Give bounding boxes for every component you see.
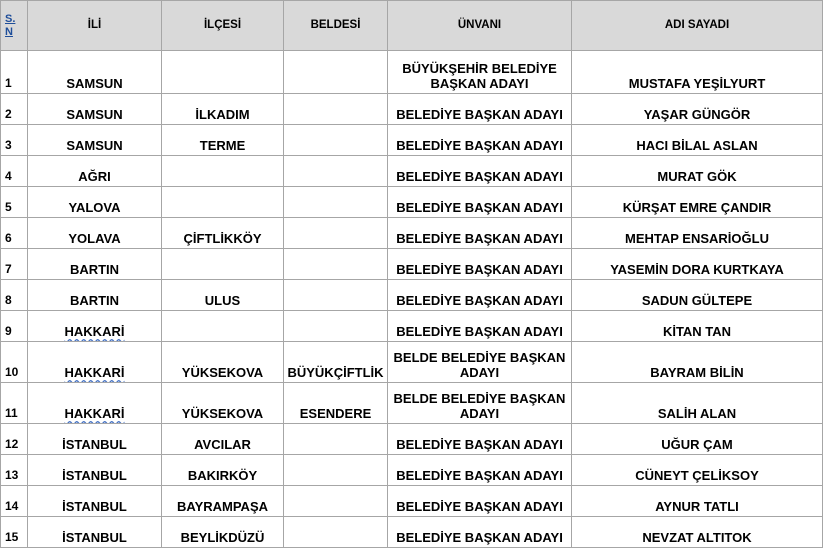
cell-beldesi [284,455,388,486]
cell-ili: YOLAVA [28,218,162,249]
cell-ili: AĞRI [28,156,162,187]
cell-sn: 8 [1,280,28,311]
table-row [1,342,823,383]
cell-adi-soyadi: SADUN GÜLTEPE [572,280,823,311]
cell-adi-soyadi: HACI BİLAL ASLAN [572,125,823,156]
table-header-row [1,1,823,51]
sn-header-line1: S. [5,12,16,25]
cell-ili: SAMSUN [28,125,162,156]
cell-sn: 14 [1,486,28,517]
cell-beldesi [284,156,388,187]
table-row [1,383,823,424]
cell-unvani: BELEDİYE BAŞKAN ADAYI [388,249,572,280]
cell-ili [28,342,162,383]
cell-adi-soyadi: MEHTAP ENSARİOĞLU [572,218,823,249]
cell-ilcesi [162,187,284,218]
cell-beldesi: ESENDERE [284,383,388,424]
table-row [1,94,823,125]
sn-header-line2: N [5,25,13,38]
cell-unvani: BELEDİYE BAŞKAN ADAYI [388,156,572,187]
cell-adi-soyadi: MUSTAFA YEŞİLYURT [572,51,823,94]
cell-ili: SAMSUN [28,94,162,125]
cell-beldesi [284,517,388,548]
cell-unvani: BELEDİYE BAŞKAN ADAYI [388,455,572,486]
table-row [1,51,823,94]
cell-ili: İSTANBUL [28,517,162,548]
cell-unvani: BELEDİYE BAŞKAN ADAYI [388,94,572,125]
cell-sn: 4 [1,156,28,187]
cell-ilcesi: TERME [162,125,284,156]
cell-ili: YALOVA [28,187,162,218]
cell-beldesi [284,94,388,125]
cell-unvani: BELEDİYE BAŞKAN ADAYI [388,486,572,517]
table-row [1,125,823,156]
cell-ilcesi: İLKADIM [162,94,284,125]
cell-ilcesi: YÜKSEKOVA [162,342,284,383]
cell-beldesi [284,125,388,156]
table-row [1,218,823,249]
cell-ilcesi: BEYLİKDÜZÜ [162,517,284,548]
table-row [1,517,823,548]
cell-unvani: BÜYÜKŞEHİR BELEDİYE BAŞKAN ADAYI [388,51,572,94]
cell-adi-soyadi: YASEMİN DORA KURTKAYA [572,249,823,280]
cell-adi-soyadi: AYNUR TATLI [572,486,823,517]
cell-ilcesi [162,156,284,187]
cell-sn: 6 [1,218,28,249]
cell-sn: 5 [1,187,28,218]
cell-adi-soyadi: CÜNEYT ÇELİKSOY [572,455,823,486]
table-row [1,280,823,311]
cell-beldesi [284,280,388,311]
table-row [1,455,823,486]
cell-sn: 3 [1,125,28,156]
cell-sn: 10 [1,342,28,383]
cell-adi-soyadi: MURAT GÖK [572,156,823,187]
cell-ili: İSTANBUL [28,455,162,486]
cell-sn: 12 [1,424,28,455]
cell-unvani: BELEDİYE BAŞKAN ADAYI [388,187,572,218]
cell-ilcesi: AVCILAR [162,424,284,455]
beldesi-header: BELDESİ [284,1,388,51]
cell-sn: 13 [1,455,28,486]
table-row [1,486,823,517]
cell-adi-soyadi: BAYRAM BİLİN [572,342,823,383]
cell-adi-soyadi: SALİH ALAN [572,383,823,424]
cell-ilcesi [162,51,284,94]
cell-sn: 1 [1,51,28,94]
spellcheck-text: HAKKARİ [64,324,125,339]
cell-unvani: BELEDİYE BAŞKAN ADAYI [388,517,572,548]
cell-unvani: BELEDİYE BAŞKAN ADAYI [388,280,572,311]
cell-ilcesi: ÇİFTLİKKÖY [162,218,284,249]
cell-beldesi: BÜYÜKÇİFTLİK [284,342,388,383]
cell-sn: 7 [1,249,28,280]
cell-sn: 9 [1,311,28,342]
cell-beldesi [284,51,388,94]
cell-ili [28,311,162,342]
table-row [1,249,823,280]
cell-unvani: BELEDİYE BAŞKAN ADAYI [388,125,572,156]
cell-sn: 15 [1,517,28,548]
cell-unvani: BELEDİYE BAŞKAN ADAYI [388,311,572,342]
cell-beldesi [284,486,388,517]
cell-ilcesi: YÜKSEKOVA [162,383,284,424]
ilcesi-header: İLÇESİ [162,1,284,51]
table-row [1,187,823,218]
sn-header [1,1,28,51]
cell-ili: SAMSUN [28,51,162,94]
cell-ilcesi: BAKIRKÖY [162,455,284,486]
cell-ili [28,383,162,424]
adi-soyadi-header: ADI SAYADI [572,1,823,51]
table-row [1,156,823,187]
cell-beldesi [284,249,388,280]
cell-beldesi [284,424,388,455]
cell-unvani: BELEDİYE BAŞKAN ADAYI [388,218,572,249]
cell-sn: 2 [1,94,28,125]
table-row [1,424,823,455]
spellcheck-text: HAKKARİ [64,406,125,421]
cell-sn: 11 [1,383,28,424]
cell-unvani: BELDE BELEDİYE BAŞKAN ADAYI [388,342,572,383]
cell-beldesi [284,311,388,342]
ili-header: İLİ [28,1,162,51]
cell-unvani: BELDE BELEDİYE BAŞKAN ADAYI [388,383,572,424]
cell-ilcesi: BAYRAMPAŞA [162,486,284,517]
cell-ili: İSTANBUL [28,424,162,455]
cell-adi-soyadi: KÜRŞAT EMRE ÇANDIR [572,187,823,218]
table-body [1,51,823,548]
cell-adi-soyadi: YAŞAR GÜNGÖR [572,94,823,125]
cell-beldesi [284,187,388,218]
cell-ili: BARTIN [28,280,162,311]
cell-ili: İSTANBUL [28,486,162,517]
cell-ilcesi: ULUS [162,280,284,311]
unvani-header: ÜNVANI [388,1,572,51]
cell-adi-soyadi: KİTAN TAN [572,311,823,342]
cell-adi-soyadi: UĞUR ÇAM [572,424,823,455]
spellcheck-text: HAKKARİ [64,365,125,380]
table-row [1,311,823,342]
cell-beldesi [284,218,388,249]
cell-ilcesi [162,311,284,342]
cell-adi-soyadi: NEVZAT ALTITOK [572,517,823,548]
cell-ilcesi [162,249,284,280]
cell-unvani: BELEDİYE BAŞKAN ADAYI [388,424,572,455]
cell-ili: BARTIN [28,249,162,280]
